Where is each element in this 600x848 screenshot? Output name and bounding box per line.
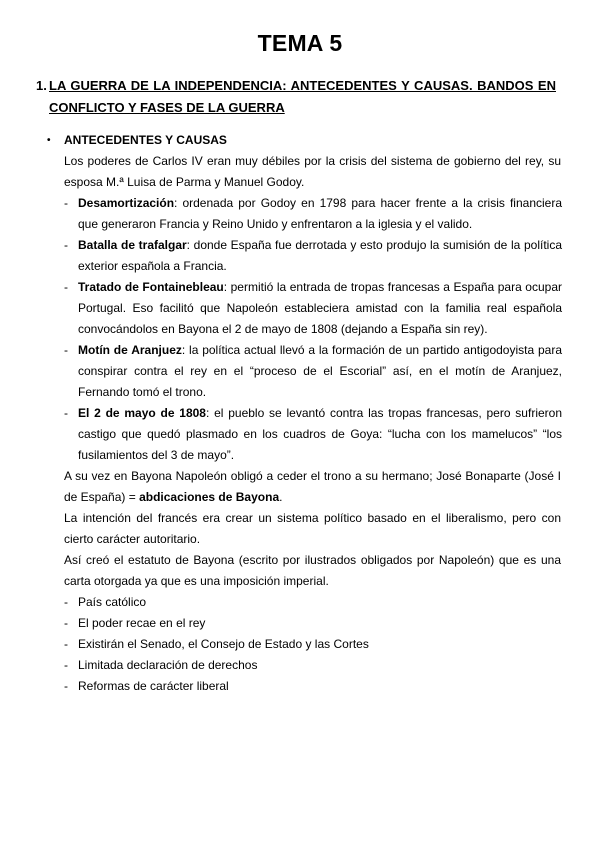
intention-paragraph: La intención del francés era crear un sistema político basado en el liberalismo, pero con cierto carácter autoritario.: [64, 511, 561, 546]
cause-term: Batalla de trafalgar: [78, 238, 187, 252]
list-item: [64, 613, 548, 634]
dash-icon: -: [64, 238, 68, 252]
dash-icon: -: [64, 679, 68, 693]
dash-icon: -: [64, 637, 68, 651]
cause-term: Motín de Aranjuez: [78, 343, 182, 357]
bayona-bold: abdicaciones de Bayona: [139, 490, 280, 504]
list-item-text: Limitada declaración de derechos: [78, 658, 258, 672]
cause-item: [64, 193, 562, 235]
section-heading: [36, 75, 556, 119]
dash-icon: -: [64, 343, 68, 357]
dash-icon: -: [64, 406, 68, 420]
dash-icon: -: [64, 658, 68, 672]
list-item-text: Reformas de carácter liberal: [78, 679, 229, 693]
list-item: [64, 655, 548, 676]
list-item: [64, 592, 548, 613]
bayona-paragraph: [64, 466, 561, 508]
bayona-end: .: [279, 490, 283, 504]
bayona-text: A su vez en Bayona Napoleón obligó a ceder el trono a su hermano; José Bonaparte (José I de España) =: [64, 469, 561, 504]
intro-paragraph: Los poderes de Carlos IV eran muy débiles por la crisis del sistema de gobierno del rey, su esposa M.ª Luisa de Parma y Manuel Godoy.: [64, 154, 561, 189]
cause-item: [64, 340, 562, 403]
dash-icon: -: [64, 616, 68, 630]
page-title: TEMA 5: [257, 30, 343, 56]
list-item: [64, 676, 548, 697]
cause-item: [64, 277, 562, 340]
list-item-text: El poder recae en el rey: [78, 616, 206, 630]
subheading-text: ANTECEDENTES Y CAUSAS: [64, 133, 227, 147]
cause-text: : permitió la entrada de tropas francesas a España para ocupar Portugal. Eso facilitó que Napoleón estableciera amistad con la familia real española convocándolos en Bayona el 2 de mayo de 1808 (dejando a España sin rey).: [78, 280, 562, 336]
list-item-text: País católico: [78, 595, 147, 609]
dash-icon: -: [64, 280, 68, 294]
cause-text: : ordenada por Godoy en 1798 para hacer frente a la crisis financiera que generaron Francia y Reino Unido y enfrentaron a la iglesia y el valido.: [78, 196, 562, 231]
causes-list: [0, 193, 600, 466]
list-item-text: Existirán el Senado, el Consejo de Estado y las Cortes: [78, 637, 369, 651]
cause-term: Desamortización: [78, 196, 175, 210]
estatuto-list: [0, 592, 600, 697]
cause-term: El 2 de mayo de 1808: [78, 406, 206, 420]
estatuto-paragraph: Así creó el estatuto de Bayona (escrito por ilustrados obligados por Napoleón) que es una carta otorgada ya que es una imposición imperial.: [64, 553, 561, 588]
cause-text: : la política actual llevó a la formación de un partido antigodoyista para conspirar contra el rey en el “proceso de el Escorial” así, en el motín de Aranjuez, Fernando tomó el trono.: [78, 343, 562, 399]
list-item: [64, 634, 548, 655]
section-heading-text: LA GUERRA DE LA INDEPENDENCIA: ANTECEDENTES Y CAUSAS. BANDOS EN CONFLICTO Y FASES DE LA GUERRA: [49, 78, 556, 115]
dash-icon: -: [64, 595, 68, 609]
document-body: [0, 130, 600, 697]
dash-icon: -: [64, 196, 68, 210]
cause-item: [64, 235, 562, 277]
section-number: 1.: [36, 78, 47, 93]
cause-text: : donde España fue derrotada y esto produjo la sumisión de la política exterior española a Francia.: [78, 238, 562, 273]
cause-text: : el pueblo se levantó contra las tropas francesas, pero sufrieron castigo que quedó plasmado en los cuadros de Goya: “lucha con los mamelucos” “los fusilamientos del 3 de mayo”.: [78, 406, 562, 462]
subheading: [0, 130, 600, 151]
cause-item: [64, 403, 562, 466]
cause-term: Tratado de Fontainebleau: [78, 280, 224, 294]
bullet-icon: •: [47, 135, 51, 146]
